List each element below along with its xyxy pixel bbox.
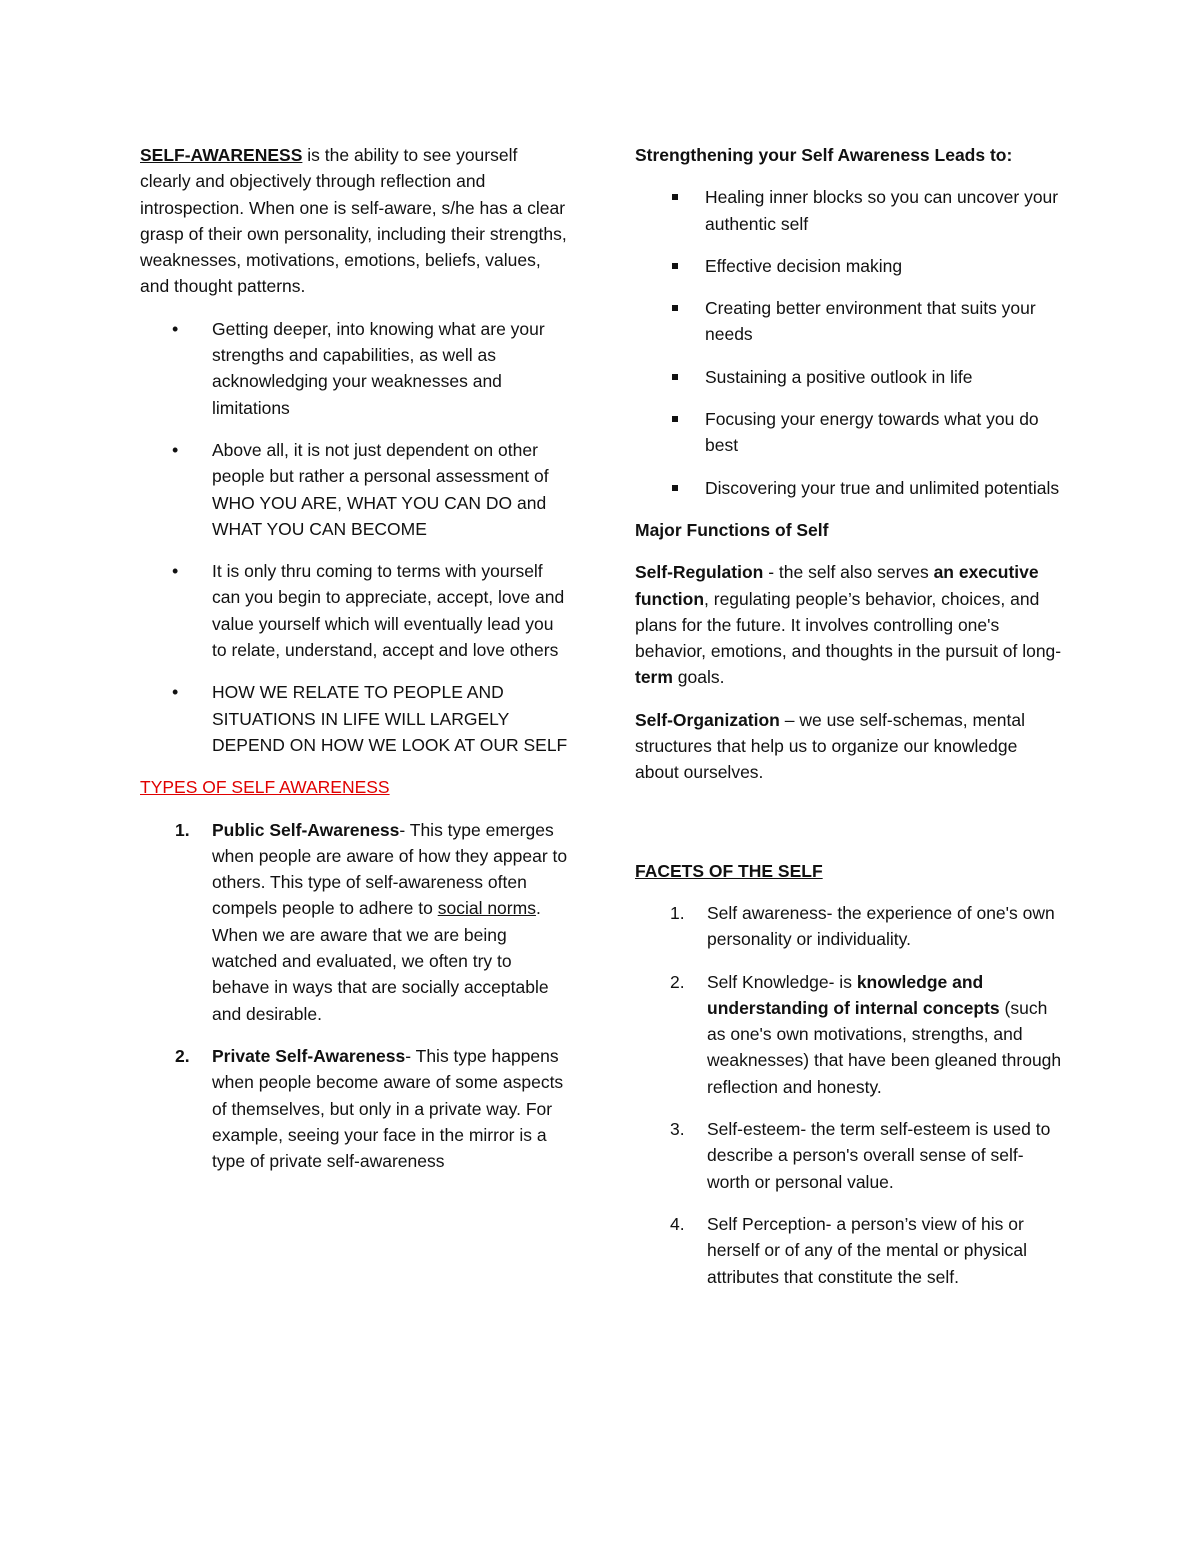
spacer bbox=[635, 802, 1065, 858]
organization-text: – we use self-schemas, mental structures that help us to organize our knowledge about ourselves. bbox=[635, 709, 1025, 783]
list-number: 2. bbox=[175, 1045, 190, 1066]
regulation-text-a: - the self also serves bbox=[763, 562, 934, 583]
bullet-marker: • bbox=[172, 561, 179, 582]
type-term: Public Self-Awareness bbox=[212, 819, 400, 840]
type-text: - This type emerges when people are aware of how they appear to others. This type of self-awareness often compels people to adhere to bbox=[212, 819, 568, 919]
list-item-text: Self-esteem- the term self-esteem is used to describe a person's overall sense of self-worth or personal value. bbox=[707, 1119, 1051, 1192]
list-item-text: Healing inner blocks so you can uncover your authentic self bbox=[705, 187, 1059, 234]
list-item-text: Self Knowledge- is bbox=[707, 971, 857, 992]
list-item-text: HOW WE RELATE TO PEOPLE AND SITUATIONS IN LIFE WILL LARGELY DEPEND ON HOW WE LOOK AT OUR SELF bbox=[212, 682, 568, 755]
list-item bbox=[635, 184, 1065, 237]
square-bullet-icon bbox=[672, 194, 678, 200]
organization-paragraph bbox=[635, 707, 1065, 786]
list-number: 2. bbox=[670, 971, 685, 992]
list-item-text: Sustaining a positive outlook in life bbox=[705, 366, 973, 387]
types-list bbox=[140, 817, 570, 1175]
right-column bbox=[635, 142, 1065, 1306]
list-item bbox=[635, 900, 1065, 953]
list-number: 4. bbox=[670, 1213, 685, 1234]
social-norms-link[interactable]: social norms bbox=[437, 898, 536, 919]
list-item-text: Focusing your energy towards what you do best bbox=[705, 409, 1039, 456]
facets-list bbox=[635, 900, 1065, 1290]
list-item bbox=[635, 1116, 1065, 1195]
intro-text: is the ability to see yourself clearly and objectively through reflection and introspection. When one is self-aware, s/he has a clear grasp of their own personality, including their strengths, weaknesses, motivations, emotions, beliefs, values, and thought patterns. bbox=[140, 145, 567, 297]
list-item bbox=[635, 1211, 1065, 1290]
facets-heading-text: FACETS OF THE SELF bbox=[635, 860, 823, 881]
types-heading: TYPES OF SELF AWARENESS bbox=[140, 777, 390, 798]
bullet-list bbox=[140, 316, 570, 758]
square-bullet-icon bbox=[672, 305, 678, 311]
list-item bbox=[140, 679, 570, 758]
list-item bbox=[635, 406, 1065, 459]
leads-heading bbox=[635, 142, 1065, 168]
regulation-text-c: , regulating people’s behavior, choices, and plans for the future. It involves controlling one's behavior, emotions, and thoughts in the pursuit of long- bbox=[635, 588, 1062, 662]
regulation-text-term: term bbox=[635, 667, 673, 688]
list-item bbox=[635, 295, 1065, 348]
list-item bbox=[635, 969, 1065, 1100]
square-bullet-icon bbox=[672, 374, 678, 380]
regulation-text-bold: an executive function bbox=[635, 562, 1039, 609]
list-item bbox=[635, 475, 1065, 501]
list-item-bold: knowledge and understanding of internal concepts bbox=[707, 971, 1000, 1018]
list-item-text: It is only thru coming to terms with yourself can you begin to appreciate, accept, love and value yourself which will eventually lead you to relate, understand, accept and love others bbox=[212, 561, 565, 661]
list-number: 1. bbox=[175, 819, 190, 840]
list-item bbox=[140, 316, 570, 421]
functions-heading bbox=[635, 517, 1065, 543]
list-number: 1. bbox=[670, 902, 685, 923]
leads-heading-text: Strengthening your Self Awareness Leads to: bbox=[635, 145, 1013, 165]
square-bullet-icon bbox=[672, 485, 678, 491]
type-text-end: . When we are aware that we are being watched and evaluated, we often try to behave in ways that are socially acceptable and desirable. bbox=[212, 898, 549, 1024]
bullet-marker: • bbox=[172, 439, 179, 460]
list-item bbox=[140, 817, 570, 1027]
list-item bbox=[635, 364, 1065, 390]
left-column bbox=[140, 142, 570, 1190]
list-item-text: Self Perception- a person’s view of his or herself or of any of the mental or physical attributes that constitute the self. bbox=[707, 1213, 1028, 1287]
list-item bbox=[140, 1043, 570, 1174]
list-item-text: Getting deeper, into knowing what are your strengths and capabilities, as well as acknowledging your weaknesses and limitations bbox=[212, 318, 545, 418]
bullet-marker: • bbox=[172, 318, 179, 339]
list-item-text-end: (such as one's own motivations, strengths, and weaknesses) that have been gleaned through reflection and honesty. bbox=[707, 997, 1062, 1097]
intro-term: SELF-AWARENESS bbox=[140, 145, 303, 165]
regulation-term: Self-Regulation bbox=[635, 562, 764, 583]
type-term: Private Self-Awareness bbox=[212, 1045, 406, 1066]
regulation-text-e: goals. bbox=[672, 667, 725, 688]
list-item bbox=[635, 253, 1065, 279]
list-number: 3. bbox=[670, 1119, 685, 1140]
functions-heading-text: Major Functions of Self bbox=[635, 519, 829, 540]
leads-list bbox=[635, 184, 1065, 501]
square-bullet-icon bbox=[672, 263, 678, 269]
list-item-text: Creating better environment that suits your needs bbox=[705, 298, 1036, 345]
regulation-paragraph bbox=[635, 559, 1065, 690]
list-item-text: Discovering your true and unlimited potentials bbox=[705, 477, 1060, 498]
list-item-text: Effective decision making bbox=[705, 255, 903, 276]
list-item bbox=[140, 558, 570, 663]
facets-heading bbox=[635, 858, 1065, 884]
list-item-text: Above all, it is not just dependent on other people but rather a personal assessment of WHO YOU ARE, WHAT YOU CAN DO and WHAT YOU CAN BECOME bbox=[212, 439, 549, 539]
bullet-marker: • bbox=[172, 682, 179, 703]
list-item-text: Self awareness- the experience of one's own personality or individuality. bbox=[707, 902, 1055, 950]
organization-term: Self-Organization bbox=[635, 709, 780, 730]
type-text: - This type happens when people become aware of some aspects of themselves, but only in a private way. For example, seeing your face in the mirror is a type of private self-awareness bbox=[212, 1045, 564, 1172]
square-bullet-icon bbox=[672, 416, 678, 422]
list-item bbox=[140, 437, 570, 542]
intro-paragraph bbox=[140, 142, 570, 300]
